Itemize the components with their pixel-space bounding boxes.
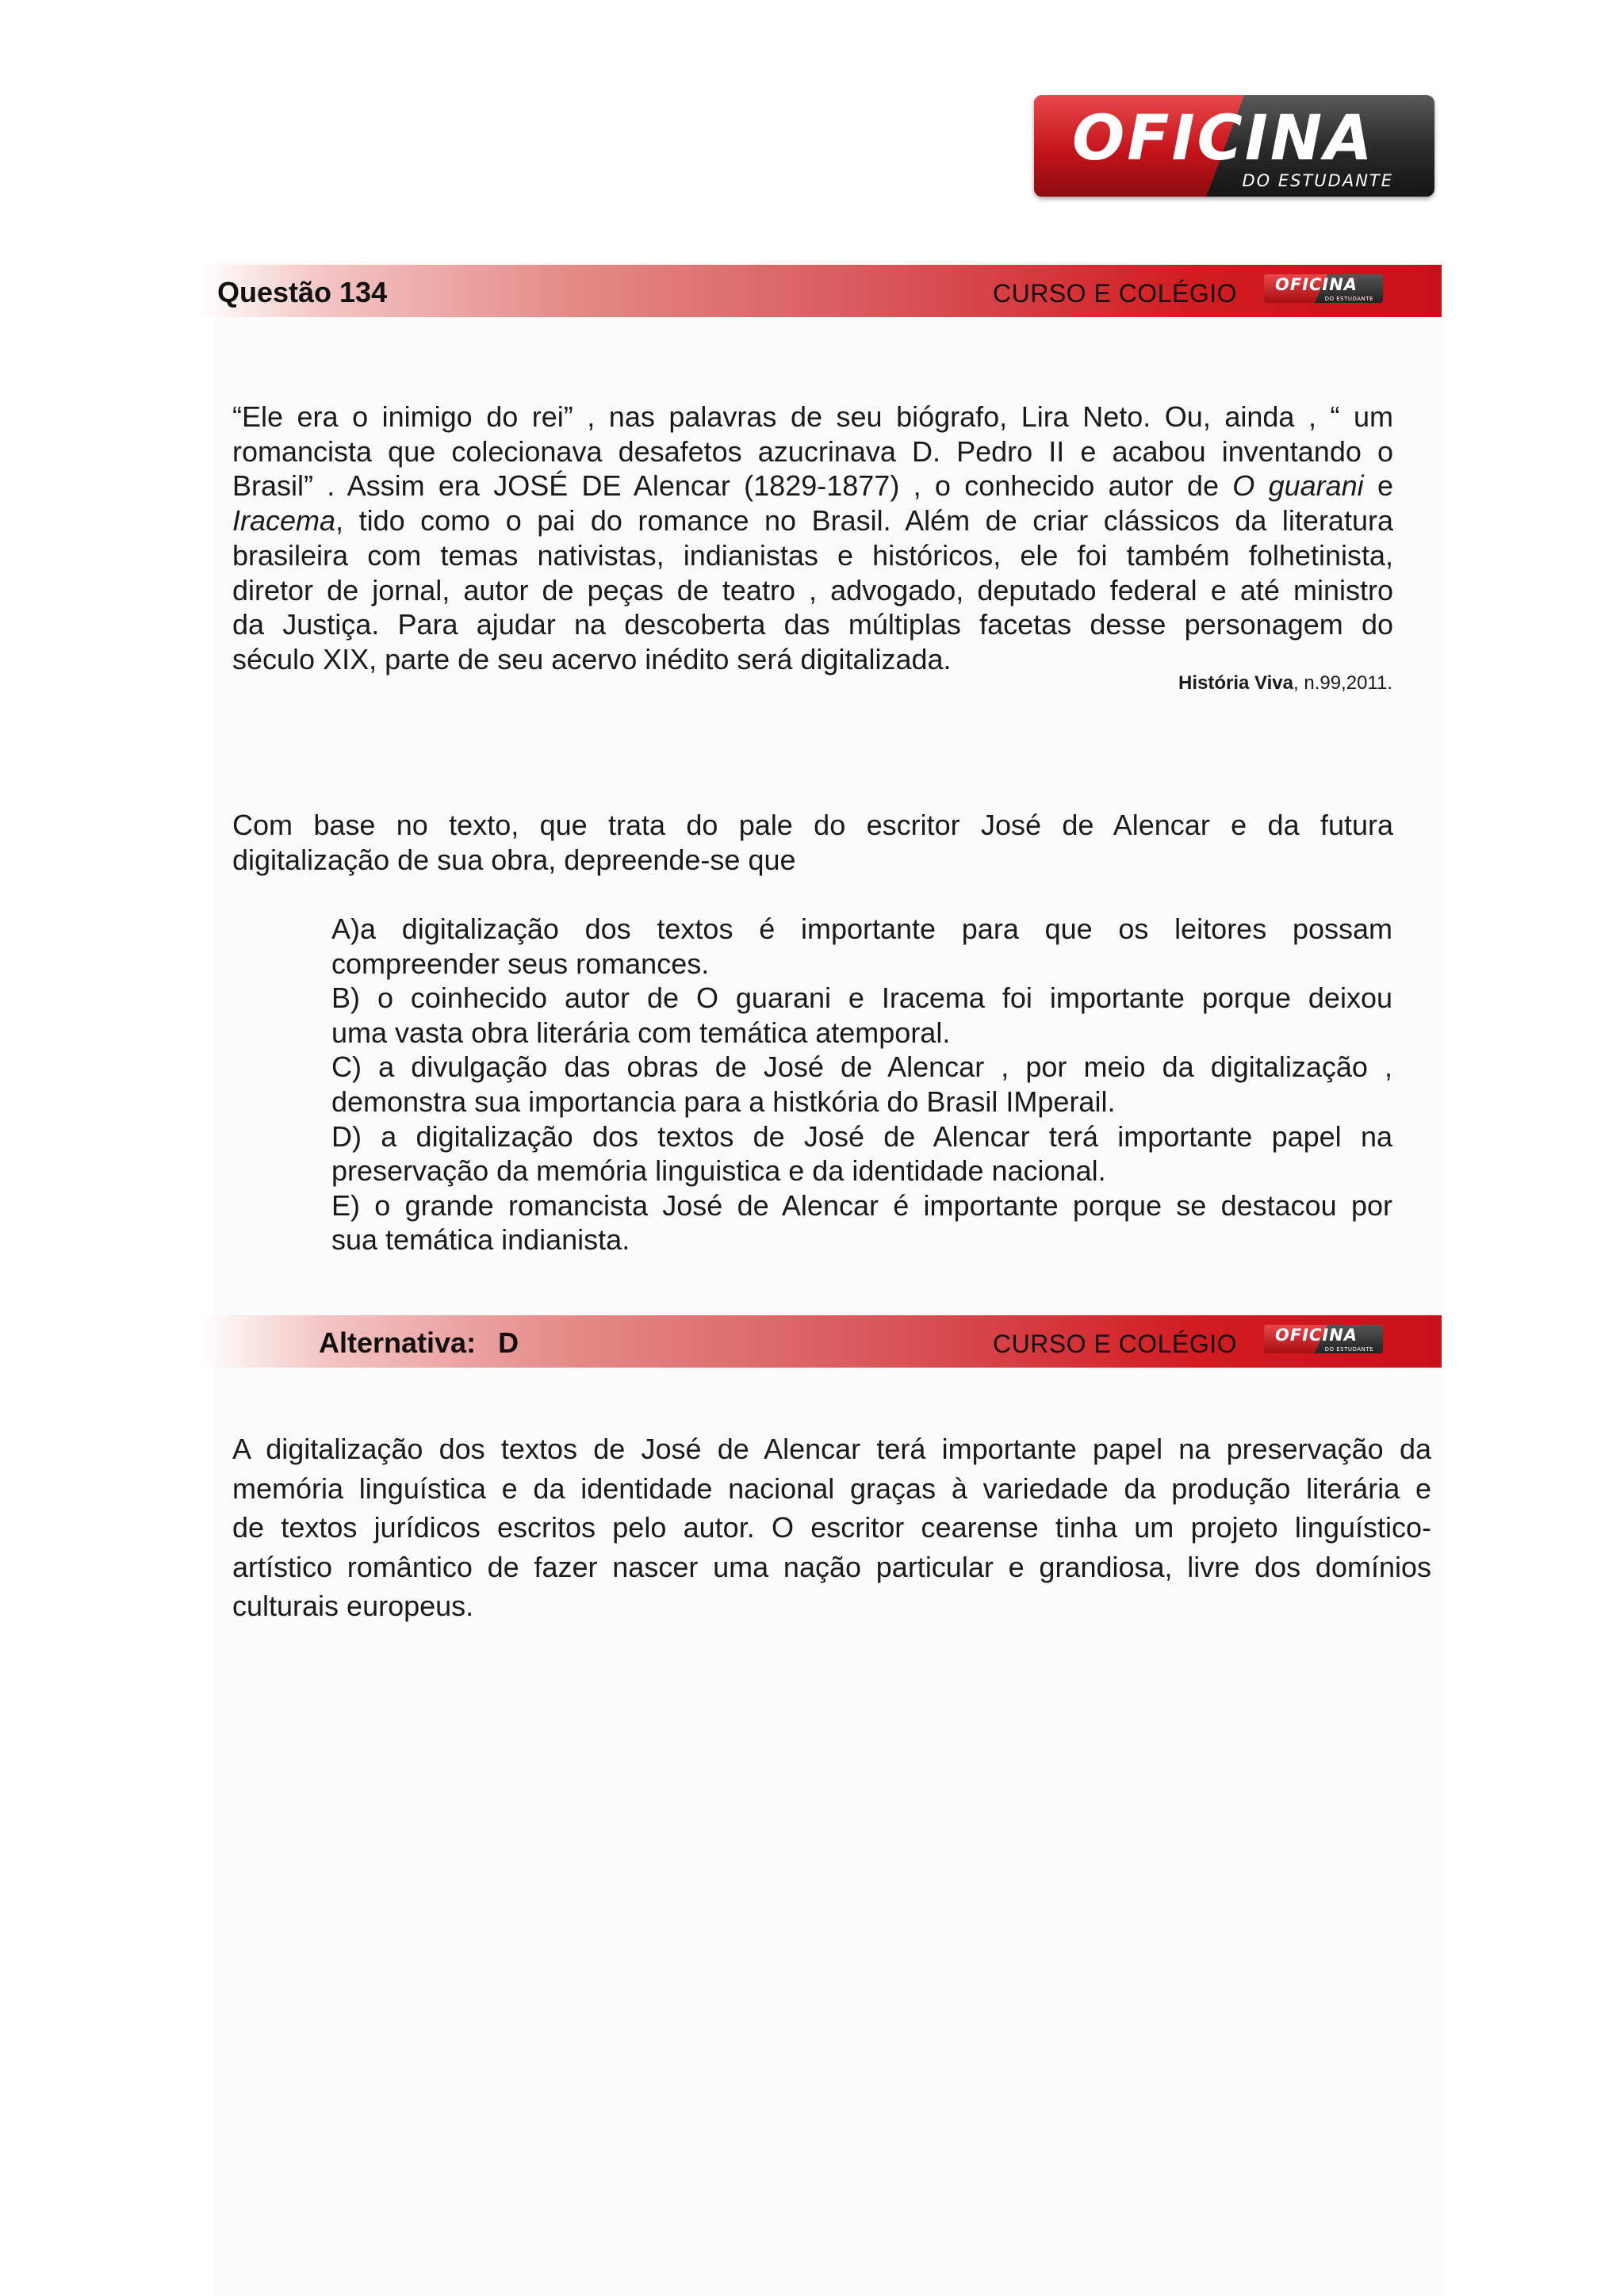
option-line: A)a digitalização dos textos é importante para que os leitores possam	[331, 913, 1392, 945]
answer-header-bar	[200, 1315, 1442, 1368]
passage-line: romancista que colecionava desafetos azucrinava D. Pedro II e acabou inventando o	[232, 434, 1393, 468]
mini-logo	[1264, 1325, 1383, 1353]
answer-options	[331, 912, 1392, 1257]
option-line: uma vasta obra literária com temática atemporal.	[331, 1016, 951, 1049]
answer-label-text: Alternativa:	[319, 1326, 477, 1359]
option-line: preservação da memória linguistica e da identidade nacional.	[331, 1154, 1106, 1188]
option-line: C) a divulgação das obras de José de Alencar , por meio da digitalização ,	[331, 1050, 1392, 1084]
explanation-line: A digitalização dos textos de José de Alencar terá importante papel na preservação da	[232, 1433, 1431, 1465]
logo-subtitle: DO ESTUDANTE	[1242, 171, 1393, 190]
citation-details: , n.99,2011.	[1293, 672, 1392, 694]
mini-logo-subtitle: DO ESTUDANTE	[1324, 296, 1373, 302]
answer-value: D	[498, 1326, 519, 1359]
course-label: CURSO E COLÉGIO	[993, 279, 1237, 308]
mini-logo	[1264, 274, 1383, 303]
prompt-line: digitalização de sua obra, depreende-se que	[232, 843, 796, 876]
option-e	[331, 1188, 1392, 1257]
mini-logo-word: OFICINA	[1275, 275, 1358, 294]
question-number: Questão 134	[217, 276, 388, 308]
passage-line: século XIX, parte de seu acervo inédito será digitalizada.	[232, 642, 952, 675]
option-a	[331, 912, 1392, 981]
option-line: E) o grande romancista José de Alencar é importante porque se destacou por	[331, 1188, 1392, 1222]
passage-line	[232, 469, 1393, 503]
explanation-line: artístico romântico de fazer nascer uma nação particular e grandiosa, livre dos domínios	[232, 1550, 1431, 1583]
passage-line-tail: , tido como o pai do romance no Brasil. Além de criar clássicos da literatura	[335, 504, 1393, 538]
passage-line: brasileira com temas nativistas, indianistas e históricos, ele foi também folhetinista,	[232, 538, 1393, 572]
answer-label	[319, 1326, 519, 1360]
passage-line: da Justiça. Para ajudar na descoberta das múltiplas facetas desse personagem do	[232, 608, 1393, 641]
option-line: demonstra sua importancia para a histkória do Brasil IMperail.	[331, 1085, 1116, 1118]
question-header-bar	[200, 265, 1442, 317]
prompt-line: Com base no texto, que trata do pale do escritor José de Alencar e da futura	[232, 809, 1393, 841]
mini-logo-word: OFICINA	[1275, 1326, 1358, 1345]
oficina-logo	[1034, 95, 1434, 197]
option-d	[331, 1119, 1392, 1188]
course-label: CURSO E COLÉGIO	[993, 1330, 1237, 1358]
answer-explanation	[232, 1429, 1431, 1626]
question-prompt	[232, 808, 1393, 877]
explanation-line: memória linguística e da identidade nacional graças à variedade da produção literária e	[232, 1471, 1431, 1505]
passage-line	[232, 503, 1393, 538]
logo-word: OFICINA	[1072, 103, 1375, 174]
passage-line-tail: e	[1363, 469, 1393, 503]
option-c	[331, 1050, 1392, 1119]
option-line: sua temática indianista.	[331, 1223, 630, 1257]
passage	[232, 400, 1393, 677]
passage-line-text: Brasil” . Assim era JOSÉ DE Alencar (1829-1877) , o conhecido autor de	[232, 469, 1233, 503]
option-line: D) a digitalização dos textos de José de Alencar terá importante papel na	[331, 1119, 1392, 1153]
explanation-line: culturais europeus.	[232, 1590, 474, 1622]
mini-logo-subtitle: DO ESTUDANTE	[1324, 1346, 1373, 1353]
citation	[1178, 672, 1392, 695]
explanation-line: de textos jurídicos escritos pelo autor. O escritor cearense tinha um projeto linguístico-	[232, 1511, 1431, 1544]
book-title-guarani: O guarani	[1232, 469, 1364, 503]
book-title-iracema: Iracema	[232, 504, 336, 538]
passage-line: diretor de jornal, autor de peças de teatro , advogado, deputado federal e até ministro	[232, 573, 1393, 607]
option-line: B) o coinhecido autor de O guarani e Iracema foi importante porque deixou	[331, 982, 1392, 1015]
option-b	[331, 981, 1392, 1050]
option-line: compreender seus romances.	[331, 947, 710, 980]
passage-line: “Ele era o inimigo do rei” , nas palavras de seu biógrafo, Lira Neto. Ou, ainda , “ um	[232, 400, 1393, 433]
citation-source: História Viva	[1178, 672, 1293, 694]
